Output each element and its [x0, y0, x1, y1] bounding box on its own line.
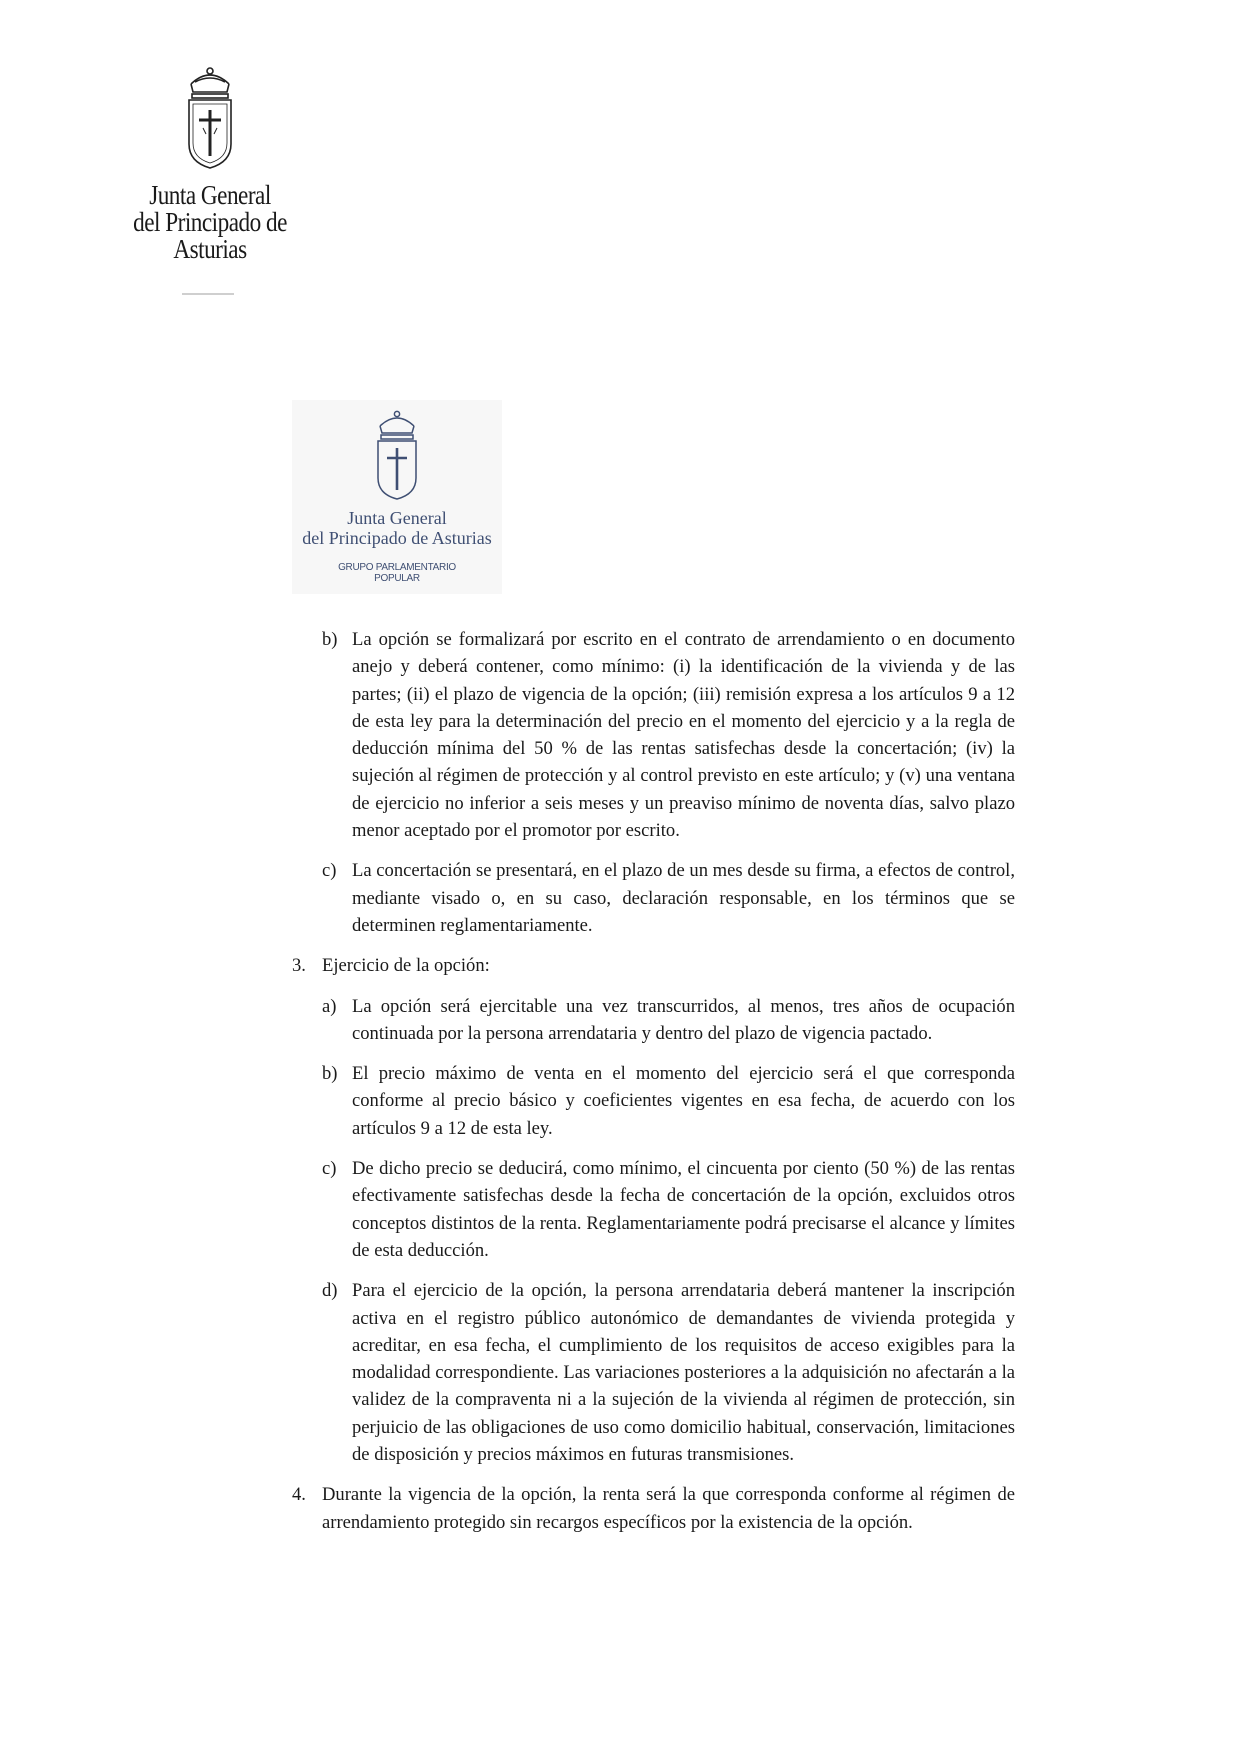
asturias-crest-icon: [370, 406, 424, 502]
list-item: [288, 993, 1015, 1048]
institution-name-line2: del Principado de Asturias: [133, 207, 287, 264]
paragraph-text: El precio máximo de venta en el momento del ejercicio será el que corresponda conforme al precio básico y coeficientes vigentes en esa fecha, de acuerdo con los artículos 9 a 12 de esta ley.: [352, 1063, 1015, 1139]
paragraph-text: Para el ejercicio de la opción, la persona arrendataria deberá mantener la inscripción activa en el registro público autonómico de demandantes de vivienda protegida y acreditar, en esa fecha, el cumplimiento de los requisitos de acceso exigibles para la modalidad correspondiente. Las variaciones posteriores a la adquisición no afectarán a la validez de la compraventa ni a la sujeción de la vivienda al régimen de protección, sin perjuicio de las obligaciones de uso como domicilio habitual, conservación, limitaciones de disposición y precios máximos en futuras transmisiones.: [352, 1280, 1015, 1466]
institution-name-line1: Junta General: [149, 180, 271, 210]
header-divider: [182, 293, 234, 295]
paragraph-text: De dicho precio se deducirá, como mínimo, el cincuenta por ciento (50 %) de las rentas efectivamente satisfechas desde la fecha de concertación de la opción, excluidos otros conceptos distintos de la renta. Reglamentariamente podrá precisarse el alcance y límites de esta deducción.: [352, 1158, 1015, 1261]
list-item: [288, 1277, 1015, 1468]
paragraph-text: La opción será ejercitable una vez transcurridos, al menos, tres años de ocupación continuada por la persona arrendataria y dentro del plazo de vigencia pactado.: [352, 995, 1015, 1044]
list-item: [288, 1060, 1015, 1142]
list-marker: 3.: [292, 955, 306, 977]
paragraph-text: Ejercicio de la opción:: [322, 955, 490, 977]
group-logo-line1: Junta General: [347, 508, 447, 528]
list-item: [288, 952, 1015, 979]
list-marker: a): [322, 995, 337, 1017]
list-marker: c): [322, 860, 337, 882]
list-marker: b): [322, 1063, 338, 1085]
group-logo-line2: del Principado de Asturias: [302, 528, 492, 548]
paragraph-text: Durante la vigencia de la opción, la renta será la que corresponda conforme al régimen de arrendamiento protegido sin recargos específicos por la existencia de la opción.: [322, 1484, 1015, 1533]
list-item: [288, 626, 1015, 844]
list-marker: b): [322, 629, 338, 650]
group-logo: [292, 400, 502, 594]
list-marker: 4.: [292, 1484, 306, 1506]
institution-header: [90, 62, 330, 295]
list-item: [288, 1481, 1015, 1536]
paragraph-text: La concertación se presentará, en el plazo de un mes desde su firma, a efectos de control, mediante visado o, en su caso, declaración responsable, en los términos que se determinen reglamentariamente.: [352, 860, 1015, 936]
list-marker: c): [322, 1158, 337, 1180]
asturias-crest-icon: [179, 62, 241, 172]
list-item: [288, 1155, 1015, 1264]
document-body: [288, 626, 1015, 1536]
group-name-line1: GRUPO PARLAMENTARIO: [338, 562, 456, 573]
group-name-line2: POPULAR: [374, 573, 420, 584]
paragraph-text: La opción se formalizará por escrito en el contrato de arrendamiento o en documento anejo y deberá contener, como mínimo: (i) la identificación de la vivienda y de las partes; (ii) el plazo de vigencia de la opción; (iii) remisión expresa a los artículos 9 a 12 de esta ley para la determinación del precio en el momento del ejercicio y a la regla de deducción mínima del 50 % de las rentas satisfechas desde la concertación; (iv) la sujeción al régimen de protección y al control previsto en este artículo; y (v) una ventana de ejercicio no inferior a seis meses y un preaviso mínimo de noventa días, salvo plazo menor aceptado por el promotor por escrito.: [352, 629, 1015, 842]
list-marker: d): [322, 1280, 338, 1302]
list-item: [288, 857, 1015, 939]
